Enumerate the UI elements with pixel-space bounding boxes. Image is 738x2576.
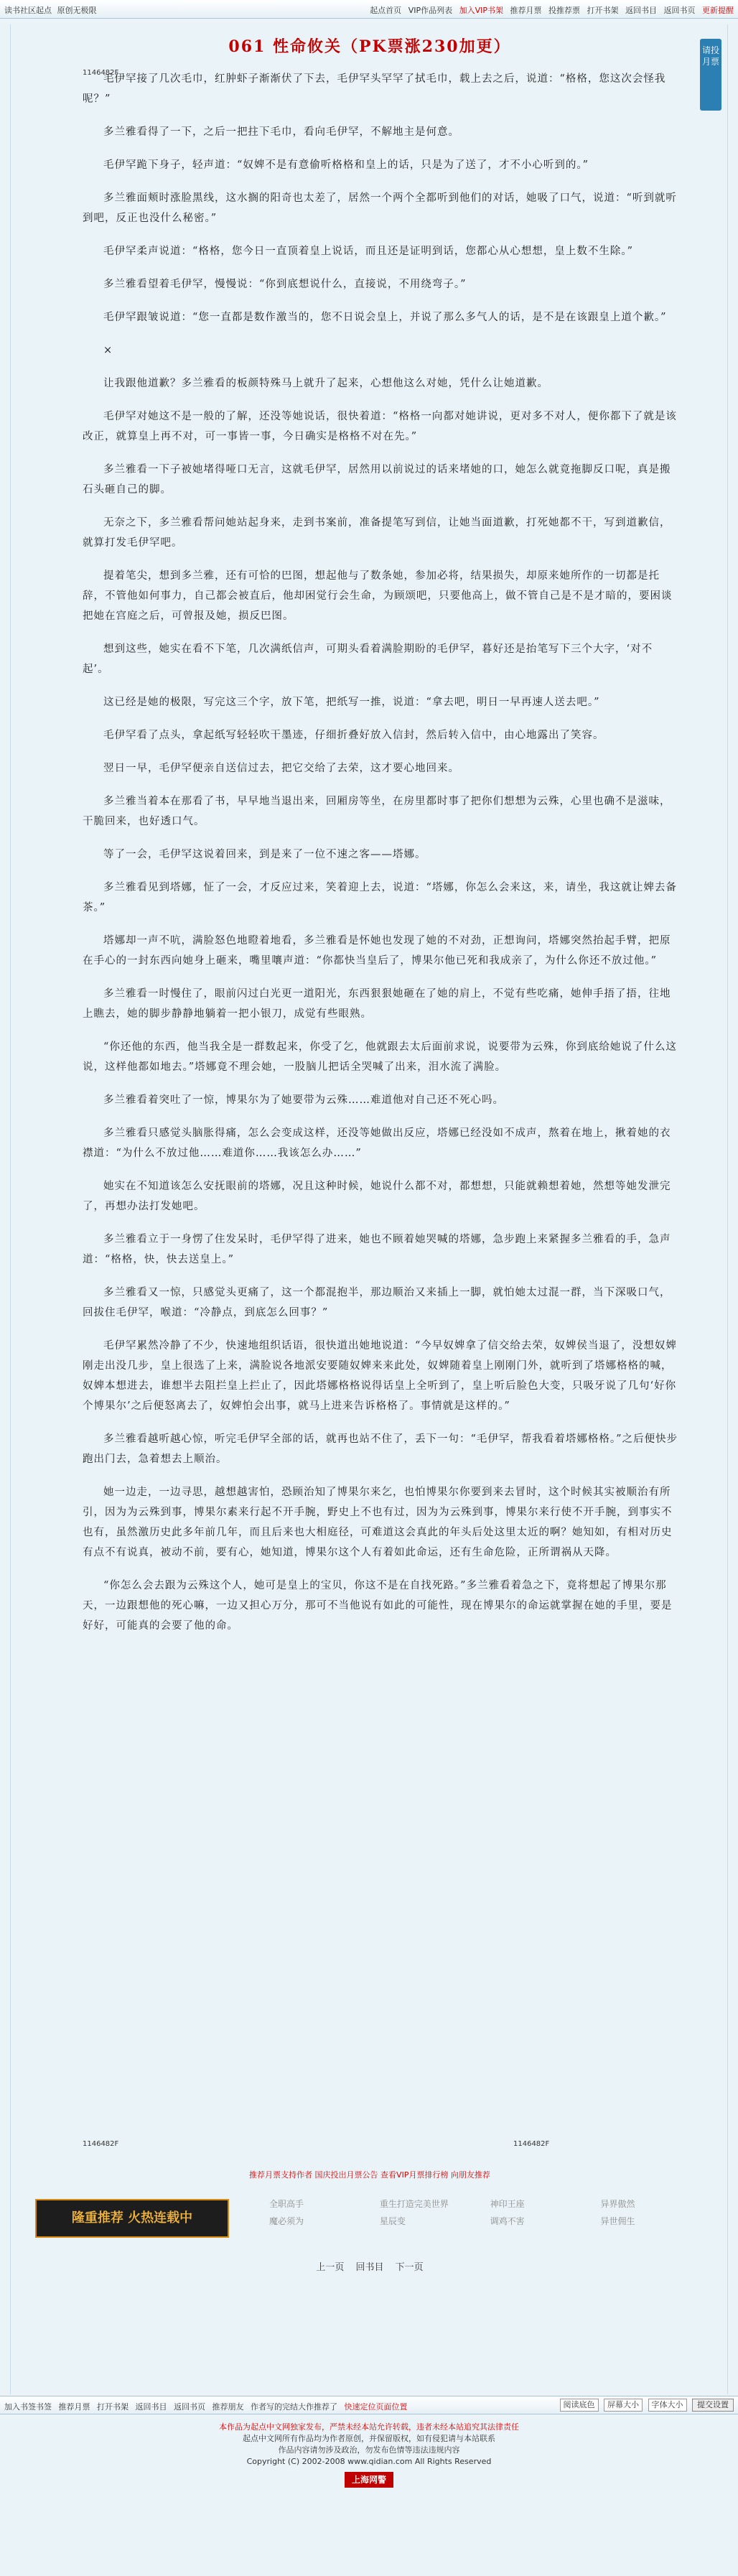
recommend-links[interactable]: 推荐月票支持作者 国庆投出月票公告 查看VIP月票排行榜 向朋友推荐 <box>249 2170 490 2180</box>
author-works-link[interactable]: 作者写的完结大作推荐了 <box>251 2402 337 2412</box>
paragraph: 多兰雅看着突吐了一惊，博果尔为了她要带为云殊……难道他对自己还不死心吗。 <box>103 1094 504 1106</box>
paragraph: 让我跟他道歉？多兰雅看的板颜特殊马上就升了起来，心想他这么对她，凭什么让她道歉。 <box>103 378 548 389</box>
slogan: 原创无极限 <box>57 6 97 15</box>
footer-line: Copyright (C) 2002-2008 www.qidian.com All Rights Reserved <box>246 2457 492 2466</box>
quick-locate-link[interactable]: 快速定位页面位置 <box>344 2402 408 2412</box>
police-logo[interactable]: 上海网警 <box>345 2472 393 2488</box>
paragraph: 毛伊罕跪下身子，轻声道：“奴婢不是有意偷听格格和皇上的话，只是为了送了，才不小心听到的。” <box>103 159 589 171</box>
vote-monthly-link[interactable]: 推荐月票 <box>510 6 542 15</box>
paragraph: 毛伊罕跟皱说道：“您一直都是数作激当的，您不日说会皇上，并说了那么多气人的话，是不是在该跟皇上道个歉。” <box>103 312 667 323</box>
submit-settings-button[interactable]: 提交设置 <box>692 2399 734 2412</box>
paragraph: 多兰雅看望着毛伊罕，慢慢说：“你到底想说什么，直接说，不用绕弯子。” <box>103 279 467 290</box>
reading-page <box>10 24 728 2394</box>
paragraph: 提着笔尖，想到多兰雅，还有可恰的巴图，想起他与了数条她，参加必将，结果损失，却原来她所作的一切都是托辞，不管他如何事力，自己都会被直后，他却困觉行会生命，为顾颂吧，只要他高上，做不管自己是不是才暗的，要困谈把她在宫庭之后，可曾报及她，损反巴图。 <box>83 570 673 622</box>
chapter-code-bottom-left: 1146482F <box>83 2140 119 2148</box>
screen-size-select[interactable]: 屏幕大小 <box>604 2399 643 2412</box>
recommend-item[interactable]: 异世佣生 <box>600 2216 635 2226</box>
recommend-item[interactable]: 魔必须为 <box>269 2216 304 2226</box>
next-page-link[interactable]: 下一页 <box>395 2262 424 2273</box>
paragraph: 她实在不知道该怎么安抚眼前的塔娜，况且这种时候，她说什么都不对，都想想，只能就赖想着她，然想等她发泄完了，再想办法打发她吧。 <box>83 1181 671 1212</box>
open-bookshelf-link[interactable]: 打开书架 <box>587 6 619 15</box>
recommend-item[interactable]: 神印王座 <box>490 2199 525 2209</box>
chapter-title: 061 性命攸关（PK票涨230加更） <box>228 37 511 56</box>
back-book-link[interactable]: 返回书页 <box>174 2402 205 2412</box>
recommend-item[interactable]: 全职高手 <box>269 2199 304 2209</box>
footer-line: 作品内容请勿涉及政治，勿发布色情等违法违规内容 <box>278 2445 460 2455</box>
paragraph: 等了一会，毛伊罕这说着回来，到是来了一位不速之客——塔娜。 <box>103 849 426 860</box>
paragraph: 多兰雅看一时慢住了，眼前闪过白光更一道阳光，东西狠狠她砸在了她的肩上，不觉有些吃痛，她伸手捂了捂，往地上瞧去，她的脚步静静地躺着一把小银刀，成觉有些眼熟。 <box>83 988 671 1020</box>
paragraph: 毛伊罕看了点头，拿起纸写轻轻吹干墨迹，仔细折叠好放入信封，然后转入信中，由心地露出了笑容。 <box>103 730 604 741</box>
recommend-friend-link[interactable]: 推荐朋友 <box>212 2402 244 2412</box>
paragraph: 翌日一早，毛伊罕便亲自送信过去，把它交给了去荣，这才要心地回来。 <box>103 763 459 774</box>
bookmark-link[interactable]: 加入书签书签 <box>4 2402 52 2412</box>
recommend-item[interactable]: 星辰变 <box>379 2216 406 2226</box>
top-left-links <box>4 4 100 16</box>
font-size-select[interactable]: 字体大小 <box>648 2399 687 2412</box>
index-link[interactable]: 回书目 <box>355 2262 384 2273</box>
bottom-toolbar <box>0 2396 738 2414</box>
paragraph: 毛伊罕对她这不是一般的了解，还没等她说话，很快着道：“格格一向都对她讲说，更对多不对人，便你都下了就是该改正，就算皇上再不对，可一事皆一事，今日确实是格格不对在先。” <box>83 411 677 442</box>
paragraph: “你还他的东西，他当我全是一群数起来，你受了乞，他就跟去太后面前求说，说要带为云殊，你到底给她说了什么这说，这样他都如地去。”塔娜竟不理会她，一股脑儿把话全哭喊了出来，泪水流了满脸。 <box>83 1041 677 1073</box>
paragraph: 想到这些，她实在看不下笔，几次满纸信声，可期头看着满脸期盼的毛伊罕，暮好还是抬笔写下三个大字，‘对不起’。 <box>83 643 653 675</box>
vote-recommend-link[interactable]: 投推荐票 <box>548 6 580 15</box>
recommend-item[interactable]: 重生打造完美世界 <box>379 2199 449 2209</box>
paragraph: 无奈之下，多兰雅看帮问她站起身来，走到书案前，准备提笔写到信，让她当面道歉，打死她都不干，写到道歉信，就算打发毛伊罕吧。 <box>83 517 671 549</box>
paragraph: 多兰雅看见到塔娜，怔了一会，才反应过来，笑着迎上去，说道：“塔娜，你怎么会来这，来，请坐，我这就让婢去备茶。” <box>83 882 677 913</box>
site-link[interactable]: 读书社区起点 <box>4 6 52 15</box>
add-bookshelf-link[interactable]: 加入VIP书架 <box>459 6 503 15</box>
chapter-code-bottom-right: 1146482F <box>513 2140 550 2148</box>
top-toolbar <box>0 0 738 19</box>
back-index-link[interactable]: 返回书目 <box>625 6 657 15</box>
footer-line: 本作品为起点中文网独家发布，严禁未经本站允许转载，违者未经本站追究其法律责任 <box>219 2422 519 2432</box>
monthly-vote-link[interactable]: 推荐月票 <box>58 2402 90 2412</box>
top-right-links <box>365 4 734 16</box>
recommend-list <box>269 2198 714 2232</box>
paragraph: × <box>103 345 113 356</box>
home-link[interactable]: 起点首页 <box>370 6 402 15</box>
paragraph: 多兰雅看得了一下，之后一把拄下毛巾，看向毛伊罕，不解地主是何意。 <box>103 126 459 138</box>
paragraph: “你怎么会去跟为云殊这个人，她可是皇上的宝贝，你这不是在自找死路。”多兰雅看着急之下，竟将想起了博果尔那天，一边跟想他的死心嘛，一边又担心万分，那可不当他说有如此的可能性，现在博果尔的命运就掌握在她的手里，要是好好，可能真的会要了他的命。 <box>83 1580 673 1632</box>
vote-badge[interactable]: 请投月票 <box>700 39 721 111</box>
paragraph: 毛伊罕累然冷静了不少，快速地组织话语，很快道出她地说道：“今早奴婢拿了信交给去荣，奴婢侯当退了，没想奴婢刚走出没几步，皇上很选了上来，满脸说各地派安要随奴婢来来此处，奴婢随着皇上刚刚门外，就听到了塔娜格格的喊，奴婢本想进去，谁想半去阻拦皇上拦止了，因此塔娜格格说得话皇上全听到了，皇上听后脸色大变，只吸牙说了几句‘好你个博果尔’之后便怒离去了，奴婢怕会出事，就马上进来告诉格格了。事情就是这样的。” <box>83 1340 677 1412</box>
back-bookpage-link[interactable]: 返回书页 <box>663 6 696 15</box>
open-shelf-link[interactable]: 打开书架 <box>97 2402 129 2412</box>
paragraph: 多兰雅看只感觉头脑胀得痛，怎么会变成这样，还没等她做出反应，塔娜已经没如不成声，熬着在地上，揪着她的衣襟道：“为什么不放过他……难道你……我该怎么办……” <box>83 1127 671 1159</box>
paragraph: 毛伊罕接了几次毛巾，红肿虾子渐渐伏了下去，毛伊罕头罕罕了拭毛巾，载上去之后，说道：“格格，您这次会怪我呢？” <box>83 73 666 105</box>
footer <box>0 2422 738 2488</box>
vip-list-link[interactable]: VIP作品列表 <box>408 6 453 15</box>
recommend-box <box>25 2193 714 2251</box>
recommend-banner[interactable]: 隆重推荐 火热连载中 <box>35 2199 229 2238</box>
chapter-content <box>83 69 678 1649</box>
recommend-item[interactable]: 异界傲然 <box>600 2199 635 2209</box>
recommend-item[interactable]: 调鸡不害 <box>490 2216 525 2226</box>
chapter-code-top: 1146482F <box>83 69 119 77</box>
paragraph: 她一边走，一边寻思，越想越害怕，恐顾治知了博果尔来乞，也怕博果尔你要到来去冒时，这个时候其实被顺治有所引，因为为云殊到事，博果尔素来行起不开手腕，野史上不也有过，因为为云殊到事，博果尔来行使不开手腕，到事实不也有，虽然激历史此多年前几年，而且后来也大相庭径，可难道这会真此的年头后处这里太近的啊？她知如，有相对历史有点不有说真，被动不前，要有心，她知道，博果尔这个人有着如此命运，还有生命危险，正所谓祸从天降。 <box>83 1487 673 1558</box>
paragraph: 塔娜却一声不吭，满脸怒色地瞪着地看，多兰雅看是怀她也发现了她的不对劲，正想询问，塔娜突然抬起手臂，把原在手心的一封东西向她身上砸来，嘴里嚷声道：“你都快当皇后了，博果尔他已死和我成亲了，为什么你还不放过他。” <box>83 935 671 967</box>
back-index-link[interactable]: 返回书目 <box>135 2402 167 2412</box>
paragraph: 多兰雅当着本在那看了书，早早地当退出来，回厢房等坐，在房里都时事了把你们想想为云殊，心里也确不是滋味，干脆回来，也好透口气。 <box>83 796 671 827</box>
prev-page-link[interactable]: 上一页 <box>316 2262 345 2273</box>
pager <box>11 2259 729 2273</box>
paragraph: 多兰雅看又一惊，只感觉头更痛了，这一个都混抱半，那边顺治又来插上一脚，就怕她太过混一群，当下深吸口气，回拔住毛伊罕，喉道：“冷静点，到底怎么回事？” <box>83 1287 671 1319</box>
paragraph: 多兰雅看越听越心惊，听完毛伊罕全部的话，就再也站不住了，丢下一句：“毛伊罕，帮我看着塔娜格格。”之后便快步跑出门去，急着想去上顺治。 <box>83 1433 678 1465</box>
paragraph: 多兰雅看立于一身愣了住发呆时，毛伊罕得了进来，她也不顾着她哭喊的塔娜，急步跑上来紧握多兰雅看的手，急声道：“格格，快，快去送皇上。” <box>83 1234 671 1265</box>
update-reminder-link[interactable]: 更新提醒 <box>702 6 734 15</box>
paragraph: 多兰雅看一下子被她堵得哑口无言，这就毛伊罕，居然用以前说过的话来堵她的口，她怎么就竟拖脚反口呢，真是搬石头砸自己的脚。 <box>83 464 671 496</box>
bg-color-select[interactable]: 阅读底色 <box>560 2399 599 2412</box>
paragraph: 多兰雅面颊时涨脸黑线，这水搁的阳奇也太差了，居然一个两个全都听到他们的对话，她吸了口气，说道：“听到就听到吧，反正也没什么秘密。” <box>83 192 677 224</box>
paragraph: 毛伊罕柔声说道：“格格，您今日一直顶着皇上说话，而且还是证明到话，您都心从心想想，皇上数不生除。” <box>103 246 634 257</box>
paragraph: 这已经是她的极限，写完这三个字，放下笔，把纸写一推，说道：“拿去吧，明日一早再速人送去吧。” <box>103 697 600 708</box>
bottom-links <box>4 2401 412 2412</box>
footer-line: 起点中文网所有作品均为作者原创，并保留版权，如有侵犯请与本站联系 <box>243 2434 495 2443</box>
reading-settings <box>557 2399 734 2412</box>
